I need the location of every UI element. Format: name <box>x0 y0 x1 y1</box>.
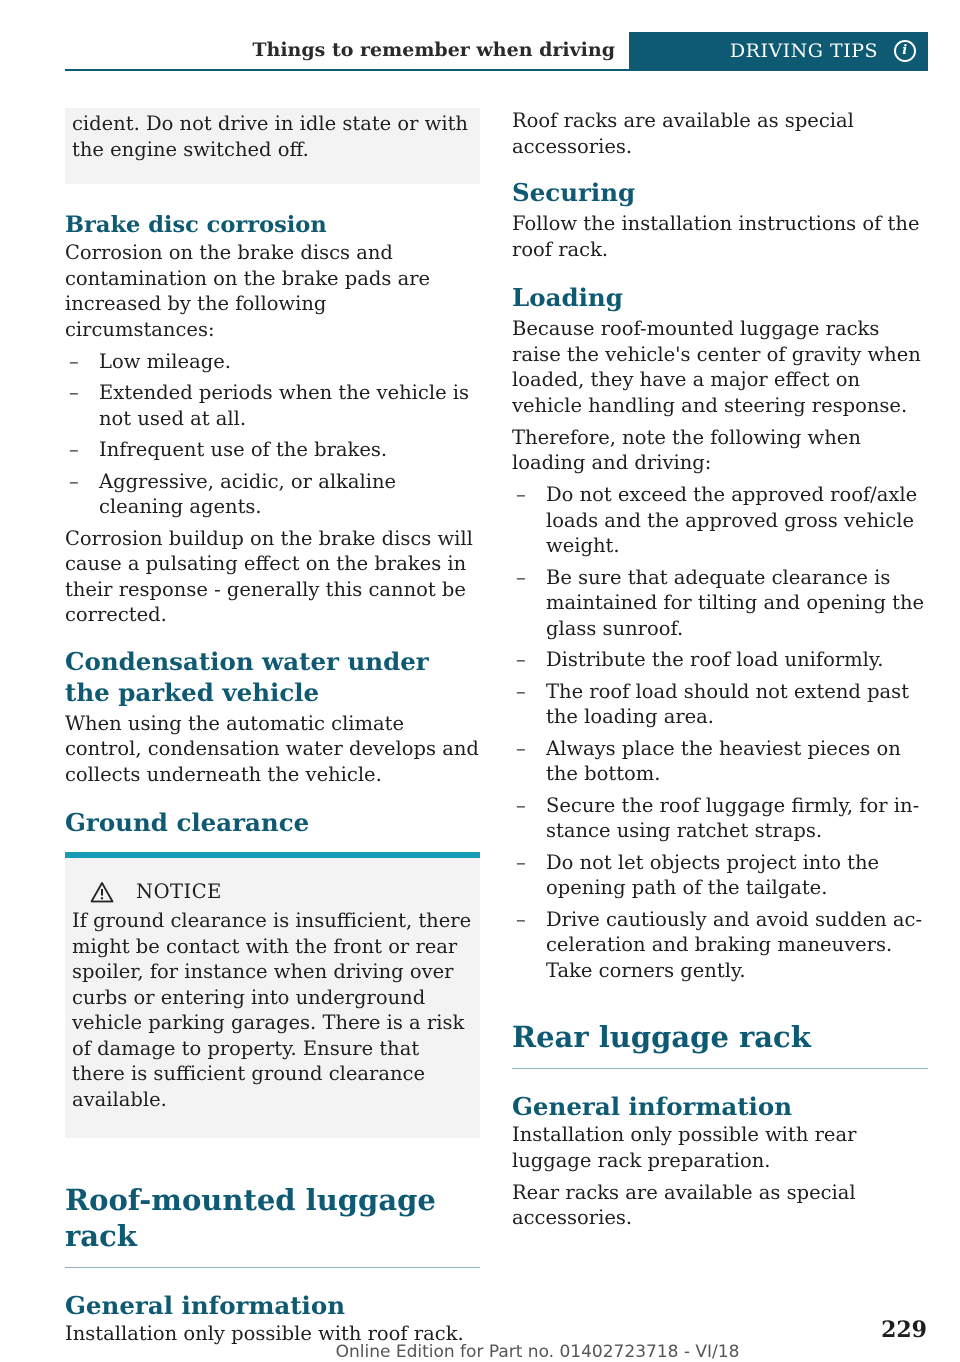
list-item: – Aggressive, acidic, or alkaline cleaning agents. <box>65 469 480 520</box>
running-title: Things to remember when driving <box>252 39 615 61</box>
condensation-text: When using the automatic climate control, condensation water develops and collects underneath the vehicle. <box>65 711 479 786</box>
condensation-heading: Condensation water under the parked vehicle <box>65 646 429 707</box>
left-column <box>65 108 480 1353</box>
loading-list <box>512 482 928 983</box>
warning-icon <box>90 881 114 903</box>
page-footer <box>0 1310 960 1360</box>
brake-disc-outro: Corrosion buildup on the brake discs will cause a pulsating effect on the brakes in their response - generally this cannot be corrected. <box>65 526 473 626</box>
ground-clearance-heading: Ground clearance <box>65 808 310 837</box>
notice-box <box>65 852 480 1138</box>
list-item: – Drive cautiously and avoid sudden acceleration and braking maneuvers. Take corners gently. <box>512 907 928 984</box>
continued-warning-text: cident. Do not drive in idle state or with the engine switched off. <box>72 112 468 161</box>
rear-rack-heading: Rear luggage rack <box>512 1019 928 1069</box>
section-label: DRIVING TIPS <box>729 40 878 62</box>
edition-note: Online Edition for Part no. 01402723718 - VI/18 <box>335 1342 740 1362</box>
securing-heading: Securing <box>512 178 636 207</box>
page-header <box>65 32 928 71</box>
roof-accessory-text: Roof racks are available as special accessories. <box>512 109 854 158</box>
list-item: – Secure the roof luggage firmly, for instance using ratchet straps. <box>512 793 928 844</box>
brake-disc-intro: Corrosion on the brake discs and contamination on the brake pads are increased by the following circumstances: <box>65 241 431 341</box>
notice-text: If ground clearance is insufficient, there might be contact with the front or rear spoiler, for instance when driving over curbs or entering into underground vehicle parking garages. There is a risk of damage to property. Ensure that there is sufficient ground clearance available. <box>72 909 472 1111</box>
rear-general-heading: General information <box>512 1092 793 1121</box>
list-item: – Low mileage. <box>65 349 480 375</box>
list-item: – Be sure that adequate clearance is maintained for tilting and opening the glass sunroof. <box>512 565 928 642</box>
list-item: – Infrequent use of the brakes. <box>65 437 480 463</box>
info-icon: i <box>894 40 916 62</box>
roof-rack-heading: Roof-mounted luggage rack <box>65 1182 480 1268</box>
notice-label: NOTICE <box>136 880 222 903</box>
securing-text: Follow the installation instructions of the roof rack. <box>512 212 920 261</box>
brake-disc-list <box>65 349 480 520</box>
continued-warning-box <box>65 108 480 184</box>
right-column <box>512 108 928 1237</box>
list-item: – Extended periods when the vehicle is not used at all. <box>65 380 480 431</box>
list-item: – The roof load should not extend past the loading area. <box>512 679 928 730</box>
list-item: – Do not let objects project into the opening path of the tailgate. <box>512 850 928 901</box>
loading-heading: Loading <box>512 283 623 312</box>
section-tab <box>629 32 928 71</box>
loading-text-2: Therefore, note the following when loading and driving: <box>512 425 861 474</box>
roof-general-heading: General information <box>65 1291 346 1320</box>
list-item: – Always place the heaviest pieces on the bottom. <box>512 736 928 787</box>
loading-text-1: Because roof-mounted luggage racks raise the vehicle's center of gravity when loaded, they have a major effect on vehicle handling and steering response. <box>512 317 921 417</box>
rear-general-text-1: Installation only possible with rear luggage rack preparation. <box>512 1123 857 1172</box>
brake-disc-heading: Brake disc corrosion <box>65 212 327 238</box>
rear-general-text-2: Rear racks are available as special accessories. <box>512 1180 856 1229</box>
list-item: – Distribute the roof load uniformly. <box>512 647 928 673</box>
header-rule <box>65 69 928 71</box>
list-item: – Do not exceed the approved roof/axle loads and the approved gross vehicle weight. <box>512 482 928 559</box>
roof-general-text: Installation only possible with roof rack. <box>65 1322 464 1345</box>
page-number: 229 <box>881 1317 927 1343</box>
notice-title <box>72 879 473 904</box>
